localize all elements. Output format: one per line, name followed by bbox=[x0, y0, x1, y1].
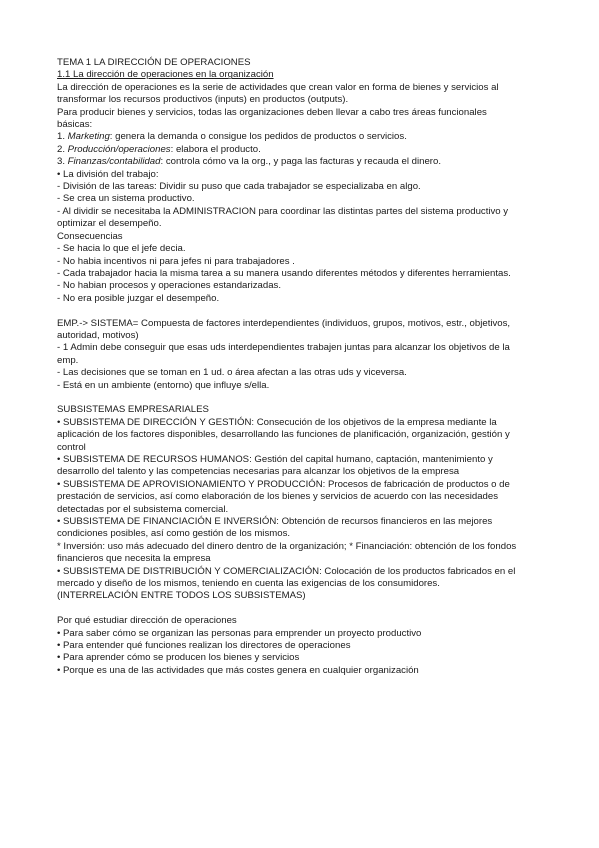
emp-line: - Las decisiones que se toman en 1 ud. o área afectan a las otras uds y viceversa. bbox=[57, 367, 407, 379]
subsystem-line: • SUBSISTEMA DE FINANCIACIÓN E INVERSIÓN: Obtención de recursos financieros en las mejores bbox=[57, 516, 493, 527]
consequences-list bbox=[57, 243, 569, 305]
subsystem-line: desarrollo del talento y las competencias necesarias para alcanzar los objetivos de la empresa bbox=[57, 466, 460, 478]
area-name: Producción/operaciones bbox=[67, 143, 171, 155]
consequence-item: - No habian procesos y operaciones estandarizadas. bbox=[57, 280, 281, 292]
division-line: optimizar el desempeño. bbox=[57, 218, 162, 230]
consequences-heading: Consecuencias bbox=[57, 230, 123, 242]
area-item bbox=[57, 131, 569, 143]
division-line: - Al dividir se necesitaba la ADMINISTRACION para coordinar las distintas partes del sistema productivo y bbox=[57, 205, 509, 217]
subsystem-line: detectadas por el subsistema comercial. bbox=[57, 503, 229, 515]
subsystem-line: • SUBSISTEMA DE DISTRIBUCIÓN Y COMERCIALIZACIÓN: Colocación de los productos fabricados en el bbox=[57, 565, 516, 577]
why-item: • Para entender qué funciones realizan los directores de operaciones bbox=[57, 640, 351, 652]
subsystem-line: condiciones posibles, así como gestión de los mismos. bbox=[57, 528, 291, 540]
emp-line: emp. bbox=[57, 354, 79, 366]
functional-areas-list bbox=[57, 131, 569, 168]
doc-title: TEMA 1 LA DIRECCIÓN DE OPERACIONES bbox=[57, 57, 251, 68]
area-description: : controla cómo va la org., y paga las facturas y recauda el dinero. bbox=[160, 156, 441, 168]
subsystem-line: • SUBSISTEMA DE APROVISIONAMIENTO Y PRODUCCIÓN: Procesos de fabricación de productos o de bbox=[57, 478, 510, 490]
subsystem-line: • SUBSISTEMA DE DIRECCIÓN Y GESTIÓN: Consecución de los objetivos de la empresa mediante la bbox=[57, 416, 497, 428]
why-item: • Para aprender cómo se producen los bienes y servicios bbox=[57, 652, 300, 664]
emp-line: - Está en un ambiente (entorno) que influye s/ella. bbox=[57, 379, 270, 391]
area-number: 1. bbox=[57, 131, 68, 143]
subsystem-line: aplicación de los factores disponibles, desarrollando las funciones de planificación, organización, gestión y bbox=[57, 429, 510, 441]
area-item bbox=[57, 144, 569, 156]
subsystem-line: financieros que necesita la empresa bbox=[57, 553, 211, 565]
why-heading: Por qué estudiar dirección de operaciones bbox=[57, 615, 237, 627]
consequence-item: - Cada trabajador hacia la misma tarea a su manera usando diferentes métodos y diferentes herramientas. bbox=[57, 267, 511, 279]
doc-subtitle: 1.1 La dirección de operaciones en la organización bbox=[57, 69, 274, 81]
area-item bbox=[57, 156, 569, 168]
why-item: • Porque es una de las actividades que más costes genera en cualquier organización bbox=[57, 664, 419, 676]
spacer bbox=[57, 603, 569, 615]
intro-line: transformar los recursos productivos (inputs) en productos (outputs). bbox=[57, 94, 349, 106]
emp-line: - 1 Admin debe conseguir que esas uds interdependientes trabajen juntas para alcanzar los objetivos de la bbox=[57, 342, 510, 354]
subsystem-line: prestación de servicios, así como elaboración de los bienes y servicios de acuerdo con las necesidades bbox=[57, 491, 499, 503]
area-description: : genera la demanda o consigue los pedidos de productos o servicios. bbox=[109, 131, 407, 143]
why-item: • Para saber cómo se organizan las personas para emprender un proyecto productivo bbox=[57, 627, 422, 639]
subsystem-line: mercado y diseño de los mismos, teniendo en cuenta las exigencias de los consumidores. bbox=[57, 578, 440, 590]
area-number: 3. bbox=[57, 156, 68, 168]
subsystems-heading: SUBSISTEMAS EMPRESARIALES bbox=[57, 404, 209, 416]
intro-line: La dirección de operaciones es la serie de actividades que crean valor en forma de bienes y servicios al bbox=[57, 81, 499, 93]
subsystem-line: (INTERRELACIÓN ENTRE TODOS LOS SUBSISTEMAS) bbox=[57, 590, 306, 602]
intro-paragraph bbox=[57, 82, 569, 132]
consequence-item: - No era posible juzgar el desempeño. bbox=[57, 292, 220, 304]
area-name: Finanzas/contabilidad bbox=[67, 156, 161, 168]
why-list bbox=[57, 628, 569, 678]
division-line: - Se crea un sistema productivo. bbox=[57, 193, 195, 205]
subsystem-line: • SUBSISTEMA DE RECURSOS HUMANOS: Gestión del capital humano, captación, mantenimiento y bbox=[57, 453, 493, 465]
subsystem-line: control bbox=[57, 441, 86, 453]
division-of-labor-section bbox=[57, 169, 569, 231]
area-name: Marketing bbox=[67, 131, 110, 143]
intro-line: básicas: bbox=[57, 119, 93, 131]
emp-line: EMP.-> SISTEMA= Compuesta de factores interdependientes (individuos, grupos, motivos, estr., objetivos, bbox=[57, 317, 511, 329]
area-description: : elabora el producto. bbox=[170, 143, 261, 155]
division-line: • La división del trabajo: bbox=[57, 168, 159, 180]
subsystem-line: * Inversión: uso más adecuado del dinero dentro de la organización; * Financiación: obtención de los fondos bbox=[57, 540, 517, 552]
spacer bbox=[57, 305, 569, 317]
area-number: 2. bbox=[57, 143, 68, 155]
division-line: - División de las tareas: Dividir su puso que cada trabajador se especializaba en algo. bbox=[57, 181, 421, 193]
spacer bbox=[57, 392, 569, 404]
intro-line: Para producir bienes y servicios, todas las organizaciones deben llevar a cabo tres áreas funcionales bbox=[57, 106, 487, 118]
emp-system-section bbox=[57, 318, 569, 392]
emp-line: autoridad, motivos) bbox=[57, 329, 139, 341]
subsystems-list bbox=[57, 417, 569, 603]
consequence-item: - No habia incentivos ni para jefes ni para trabajadores . bbox=[57, 255, 295, 267]
consequence-item: - Se hacia lo que el jefe decia. bbox=[57, 243, 186, 255]
